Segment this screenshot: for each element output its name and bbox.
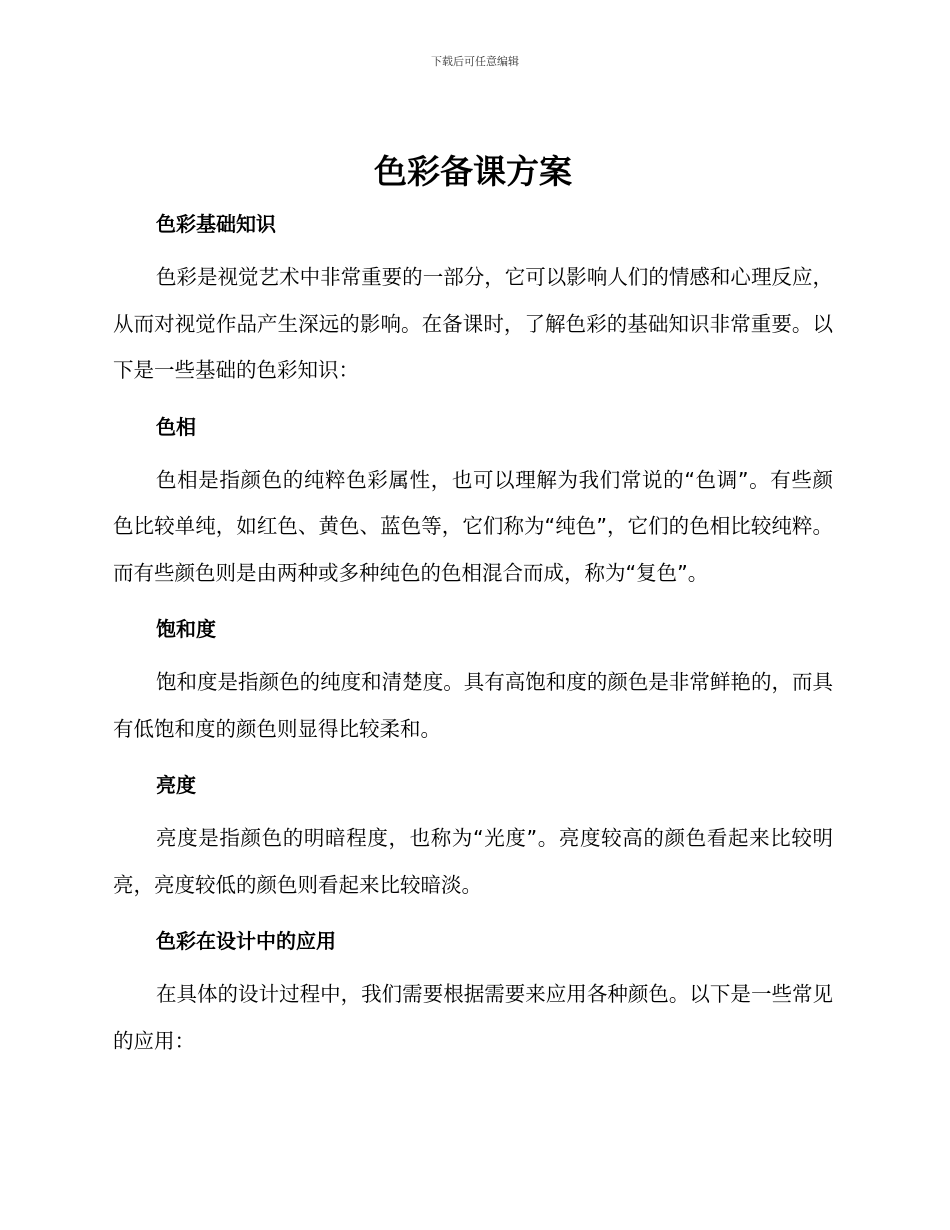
- document-title: 色彩备课方案: [374, 152, 572, 191]
- page-header-note: 下载后可任意编辑: [431, 55, 519, 68]
- document-body: [113, 148, 833, 1064]
- section-heading-hue: 色相: [156, 414, 196, 439]
- section-paragraph-saturation: 饱和度是指颜色的纯度和清楚度。具有高饱和度的颜色是非常鲜艳的，而具有低饱和度的颜色则显得比较柔和。: [113, 670, 833, 741]
- section-paragraph-color-basics: 色彩是视觉艺术中非常重要的一部分，它可以影响人们的情感和心理反应，从而对视觉作品产生深远的影响。在备课时，了解色彩的基础知识非常重要。以下是一些基础的色彩知识：: [113, 265, 833, 382]
- section-paragraph-brightness: 亮度是指颜色的明暗程度，也称为“光度”。亮度较高的颜色看起来比较明亮，亮度较低的颜色则看起来比较暗淡。: [113, 826, 833, 897]
- section-heading-saturation: 饱和度: [156, 617, 216, 641]
- section-paragraph-color-in-design: 在具体的设计过程中，我们需要根据需要来应用各种颜色。以下是一些常见的应用：: [113, 982, 833, 1053]
- section-heading-color-in-design: 色彩在设计中的应用: [156, 929, 336, 953]
- section-heading-color-basics: 色彩基础知识: [156, 212, 276, 236]
- section-heading-brightness: 亮度: [156, 773, 196, 797]
- section-paragraph-hue: 色相是指颜色的纯粹色彩属性，也可以理解为我们常说的“色调”。有些颜色比较单纯，如红色、黄色、蓝色等，它们称为“纯色”，它们的色相比较纯粹。而有些颜色则是由两种或多种纯色的色相混合而成，称为“复色”。: [113, 467, 833, 585]
